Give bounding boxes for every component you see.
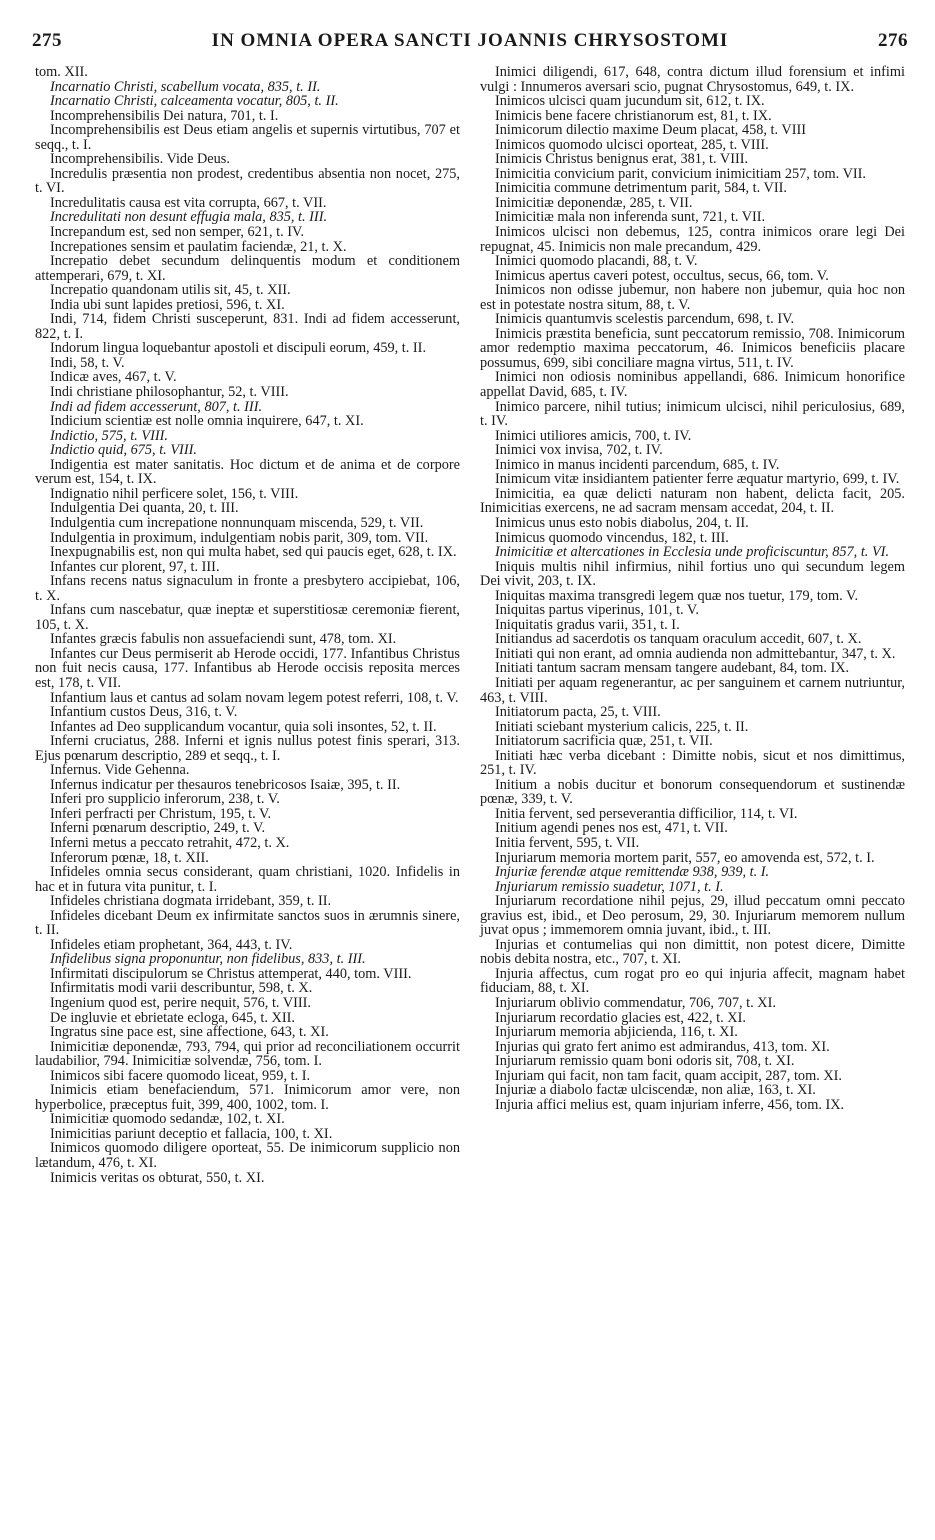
index-entry: Infirmitati discipulorum se Christus attemperat, 440, tom. VIII. [50, 965, 412, 982]
index-entry: Inimicitiæ quomodo sedandæ, 102, t. XI. [50, 1111, 285, 1128]
index-entry: Indulgentia Dei quanta, 20, t. III. [50, 500, 239, 517]
page-number-right: 276 [878, 30, 908, 51]
index-entry: Injuriarum remissio quam boni odoris sit, 708, t. XI. [495, 1053, 795, 1070]
index-entry: Indi ad fidem accesserunt, 807, t. III. [50, 398, 263, 415]
index-entry: Inferi perfracti per Christum, 195, t. V. [50, 805, 272, 822]
index-entry: Infideles etiam prophetant, 364, 443, t. IV. [50, 936, 293, 953]
index-entry: Infideles christiana dogmata irridebant, 359, t. II. [50, 893, 332, 910]
index-entry: Infans cum nascebatur, quæ ineptæ et superstitiosæ ceremoniæ fierent, 105, t. X. [35, 602, 460, 633]
index-entry: Initia fervent, 595, t. VII. [495, 834, 640, 851]
index-entry: Initiati tantum sacram mensam tangere audebant, 84, tom. IX. [495, 660, 850, 677]
index-entry: Injuria affici melius est, quam injuriam inferre, 456, tom. IX. [495, 1096, 845, 1113]
index-entry: Inimicitias pariunt deceptio et fallacia, 100, t. XI. [50, 1125, 333, 1142]
index-entry: Inimicorum dilectio maxime Deum placat, 458, t. VIII [495, 122, 807, 139]
index-entry: Injuriarum oblivio commendatur, 706, 707, t. XI. [495, 995, 776, 1011]
index-entry: Increpatio debet secundum delinquentis modum et conditionem attemperari, 679, t. XI. [35, 253, 460, 284]
index-entry: Iniquitatis gradus varii, 351, t. I. [495, 616, 680, 633]
index-entry: Inimici quomodo placandi, 88, t. V. [495, 253, 698, 270]
index-entry: Inimicitia convicium parit, convicium inimicitiam 257, tom. VII. [495, 165, 866, 182]
index-entry: Increpatio quandonam utilis sit, 45, t. XII. [50, 282, 291, 299]
index-entry: Indulgentia in proximum, indulgentiam nobis parit, 309, tom. VII. [50, 529, 429, 546]
index-entry: Indi christiane philosophantur, 52, t. VIII. [50, 384, 289, 401]
index-entry: Ingenium quod est, perire nequit, 576, t. VIII. [50, 995, 311, 1011]
index-entry: Inimicis quantumvis scelestis parcendum, 698, t. IV. [495, 311, 795, 328]
index-entry: Indi, 58, t. V. [50, 354, 125, 371]
index-entry: Inimicis Christus benignus erat, 381, t. VIII. [495, 151, 749, 168]
index-entry: Incomprehensibilis. Vide Deus. [50, 151, 230, 168]
index-entry: Infantium laus et cantus ad solam novam legem potest referri, 108, t. V. [50, 689, 459, 706]
index-entry: Infidelibus signa proponuntur, non fidelibus, 833, t. III. [50, 951, 366, 968]
index-entry: Indicæ aves, 467, t. V. [50, 369, 177, 386]
index-entry: Increpationes sensim et paulatim faciendæ, 21, t. X. [50, 238, 347, 255]
index-entry: Iniquitas maxima transgredi legem quæ nos tuetur, 179, tom. V. [495, 587, 859, 604]
index-entry: Inimicis præstita beneficia, sunt peccatorum remissio, 708. Inimicorum amor redemptio maxima peccatorum, 46. Inimicos beneficiis placare possumus, 699, sibi conciliare magna virtus, 511, t. IV. [480, 325, 905, 371]
index-entry: Inferorum pœnæ, 18, t. XII. [50, 849, 209, 866]
index-entry: Inimicitia, ea quæ delicti naturam non habent, delicta facit, 205. Inimicitias exercens, ne ad sacram mensam accedat, 204, t. II. [480, 485, 905, 517]
index-entry: Incredulitati non desunt effugia mala, 835, t. III. [50, 209, 328, 226]
index-entry: Initiati sciebant mysterium calicis, 225, t. II. [495, 718, 749, 735]
index-entry: Inimicitiæ mala non inferenda sunt, 721, t. VII. [495, 209, 766, 226]
index-entry: Inimico parcere, nihil tutius; inimicum ulcisci, nihil periculosius, 689, t. IV. [480, 398, 905, 430]
index-entry: Inimicus unus esto nobis diabolus, 204, t. II. [495, 514, 749, 531]
index-column-right [480, 65, 905, 1112]
index-entry: Inimicus apertus caveri potest, occultus, secus, 66, tom. V. [495, 267, 829, 284]
index-entry: Inimicos non odisse jubemur, non habere non jubemur, quia hoc non est in potestate nostra situm, 88, t. V. [480, 282, 905, 313]
index-entry: Inimicis etiam benefaciendum, 571. Inimicorum amor vere, non hyperbolice, præceptus fuit, 399, 400, 1002, tom. I. [35, 1082, 460, 1113]
index-entry: Initiati hæc verba dicebant : Dimitte nobis, sicut et nos dimittimus, 251, t. IV. [480, 747, 905, 779]
index-entry: Incomprehensibilis Dei natura, 701, t. I. [50, 107, 279, 124]
index-entry: Inferni cruciatus, 288. Inferni et ignis nullus potest finis sperari, 313. Ejus pœnarum descriptio, 289 et seqq., t. I. [35, 733, 460, 764]
index-entry: Injuriam qui facit, non tam facit, quam accipit, 287, tom. XI. [495, 1067, 842, 1084]
index-entry: Infantes cur Deus permiserit ab Herode occidi, 177. Infantibus Christus non fuit necis causa, 177. Infantibus ab Herode occisis reposita merces est, 178, t. VII. [35, 645, 460, 691]
index-entry: Initiatorum sacrificia quæ, 251, t. VII. [495, 733, 713, 750]
index-entry: Indictio, 575, t. VIII. [50, 427, 168, 444]
index-entry: Initiati qui non erant, ad omnia audienda non admittebantur, 347, t. X. [495, 645, 896, 662]
index-entry: Initiandus ad sacerdotis os tanquam oraculum accedit, 607, t. X. [495, 631, 862, 648]
index-entry: Initium a nobis ducitur et bonorum consequendorum et sustinendæ pœnæ, 339, t. V. [480, 776, 905, 808]
index-entry: Initiati per aquam regenerantur, ac per sanguinem et carnem nutriuntur, 463, t. VIII. [480, 674, 905, 706]
index-entry: Inimicos ulcisci non debemus, 125, contra inimicos orare legi Dei repugnat, 45. Inimicis non male precandum, 429. [480, 224, 905, 255]
index-entry: Initium agendi penes nos est, 471, t. VII. [495, 820, 728, 837]
index-entry: Iniquitas partus viperinus, 101, t. V. [495, 602, 699, 619]
index-entry: Indignatio nihil perficere solet, 156, t. VIII. [50, 485, 299, 502]
index-entry: Incredulis præsentia non prodest, credentibus absentia non nocet, 275, t. VI. [35, 165, 460, 197]
index-entry: Inimico in manus incidenti parcendum, 685, t. IV. [495, 456, 780, 473]
index-entry: Inimicos quomodo ulcisci oporteat, 285, t. VIII. [495, 136, 769, 153]
index-entry: Infirmitatis modi varii describuntur, 598, t. X. [50, 980, 313, 997]
index-entry: Inimici diligendi, 617, 648, contra dictum illud forensium et infimi vulgi : Innumeros aversari scio, pugnat Chrysostomus, 649, t. IX. [480, 64, 905, 95]
index-entry: Initiatorum pacta, 25, t. VIII. [495, 704, 661, 721]
index-entry: Indi, 714, fidem Christi susceperunt, 831. Indi ad fidem accesserunt, 822, t. I. [35, 311, 460, 342]
index-entry: Ingratus sine pace est, sine affectione, 643, t. XI. [50, 1024, 329, 1041]
index-entry: Increpandum est, sed non semper, 621, t. IV. [50, 224, 305, 241]
index-entry: Inimicitia commune detrimentum parit, 584, t. VII. [495, 180, 787, 197]
index-entry: Inimicis veritas os obturat, 550, t. XI. [50, 1169, 265, 1186]
page-header [32, 30, 908, 56]
index-entry: Indicium scientiæ est nolle omnia inquirere, 647, t. XI. [50, 413, 364, 430]
index-entry: Incredulitatis causa est vita corrupta, 667, t. VII. [50, 194, 327, 211]
index-entry: Injuriarum recordatione nihil pejus, 29, illud peccatum omni peccato gravius est, ibid., et Deo perosum, 29, 30. Injuriarum memorem nullum juvat opus ; immemorem omnia juvant, ibid., t. III. [480, 893, 905, 939]
index-entry: Inimici utiliores amicis, 700, t. IV. [495, 427, 692, 444]
index-entry: Inimicus quomodo vincendus, 182, t. III. [495, 529, 729, 546]
index-entry: Inimici vox invisa, 702, t. IV. [495, 442, 663, 459]
index-entry: Injurias qui grato fert animo est admirandus, 413, tom. XI. [495, 1038, 830, 1055]
page-number-left: 275 [32, 30, 62, 51]
index-entry: Inferi pro supplicio inferorum, 238, t. V. [50, 791, 280, 808]
index-entry: Infans recens natus signaculum in fronte a presbytero accipiebat, 106, t. X. [35, 573, 460, 604]
index-entry: Injuriæ ferendæ atque remittendæ 938, 939, t. I. [495, 864, 770, 881]
index-entry: Inimicitiæ deponendæ, 793, 794, qui prior ad reconciliationem occurrit laudabilior, 794. Inimicitiæ solvendæ, 756, tom. I. [35, 1038, 460, 1070]
index-entry: Infideles omnia secus considerant, quam christiani, 1020. Infidelis in hac et in futura vita punitur, t. I. [35, 864, 460, 895]
index-entry: tom. XII. [35, 64, 88, 80]
index-entry: Inexpugnabilis est, non qui multa habet, sed qui paucis eget, 628, t. IX. [50, 544, 457, 561]
index-entry: Inimicos ulcisci quam jucundum sit, 612, t. IX. [495, 93, 765, 110]
index-entry: Inimici non odiosis nominibus appellandi, 686. Inimicum honorifice appellat David, 685, t. IV. [480, 369, 905, 401]
index-entry: Infantes cur plorent, 97, t. III. [50, 558, 220, 575]
index-entry: Inimicitiæ deponendæ, 285, t. VII. [495, 194, 693, 211]
index-entry: Injuria affectus, cum rogat pro eo qui injuria affecit, magnam habet fiduciam, 88, t. XI. [480, 965, 905, 997]
index-entry: Inferni pœnarum descriptio, 249, t. V. [50, 820, 266, 837]
index-entry: Inimicos quomodo diligere oporteat, 55. De inimicorum supplicio non lætandum, 476, t. XI. [35, 1140, 460, 1172]
index-entry: Inimicos sibi facere quomodo liceat, 959, t. I. [50, 1067, 311, 1084]
index-entry: Infantes græcis fabulis non assuefaciendi sunt, 478, tom. XI. [50, 631, 397, 648]
index-entry: India ubi sunt lapides pretiosi, 596, t. XI. [50, 296, 285, 313]
index-entry: Indorum lingua loquebantur apostoli et discipuli eorum, 459, t. II. [50, 340, 427, 357]
index-entry: Inferni metus a peccato retrahit, 472, t. X. [50, 834, 290, 851]
index-entry: Indigentia est mater sanitatis. Hoc dictum et de anima et de corpore verum est, 154, t. IX. [35, 456, 460, 488]
index-entry: Indictio quid, 675, t. VIII. [50, 442, 197, 459]
index-entry: Inimicis bene facere christianorum est, 81, t. IX. [495, 107, 772, 124]
index-entry: Initia fervent, sed perseverantia difficilior, 114, t. VI. [495, 805, 798, 822]
index-entry: Indulgentia cum increpatione nonnunquam miscenda, 529, t. VII. [50, 514, 424, 531]
index-entry: Infantium custos Deus, 316, t. V. [50, 704, 238, 721]
index-entry: Inimicitiæ et altercationes in Ecclesia unde proficiscuntur, 857, t. VI. [495, 544, 890, 561]
index-entry: Injuriarum memoria mortem parit, 557, eo amovenda est, 572, t. I. [495, 849, 875, 866]
index-entry: Infantes ad Deo supplicandum vocantur, quia soli insontes, 52, t. II. [50, 718, 437, 735]
index-column-left [35, 65, 460, 1185]
index-entry: Infideles dicebant Deum ex infirmitate sanctos suos in ærumnis sinere, t. II. [35, 907, 460, 939]
index-entry: Infernus indicatur per thesauros tenebricosos Isaiæ, 395, t. II. [50, 776, 401, 793]
index-entry: Injurias et contumelias qui non dimittit, non potest dicere, Dimitte nobis debita nostra, etc., 707, t. XI. [480, 936, 905, 968]
index-entry: De ingluvie et ebrietate ecloga, 645, t. XII. [50, 1009, 295, 1026]
index-entry: Inimicum vitæ insidiantem patienter ferre æquatur martyrio, 699, t. IV. [495, 471, 900, 488]
index-entry: Infernus. Vide Gehenna. [50, 762, 190, 779]
index-entry: Incarnatio Christi, scabellum vocata, 835, t. II. [50, 78, 321, 95]
index-entry: Injuriarum remissio suadetur, 1071, t. I. [495, 878, 724, 895]
index-entry: Iniquis multis nihil infirmius, nihil fortius uno qui secundum legem Dei vivit, 203, t. IX. [480, 558, 905, 590]
index-entry: Injuriarum recordatio glacies est, 422, t. XI. [495, 1009, 746, 1026]
index-entry: Injuriarum memoria abjicienda, 116, t. XI. [495, 1024, 738, 1041]
running-title: IN OMNIA OPERA SANCTI JOANNIS CHRYSOSTOMI [211, 30, 729, 51]
index-entry: Injuriæ a diabolo factæ ulciscendæ, non aliæ, 163, t. XI. [495, 1082, 816, 1099]
index-entry: Incomprehensibilis est Deus etiam angelis et supernis virtutibus, 707 et seqq., t. I. [35, 122, 460, 153]
index-entry: Incarnatio Christi, calceamenta vocatur, 805, t. II. [50, 93, 339, 110]
